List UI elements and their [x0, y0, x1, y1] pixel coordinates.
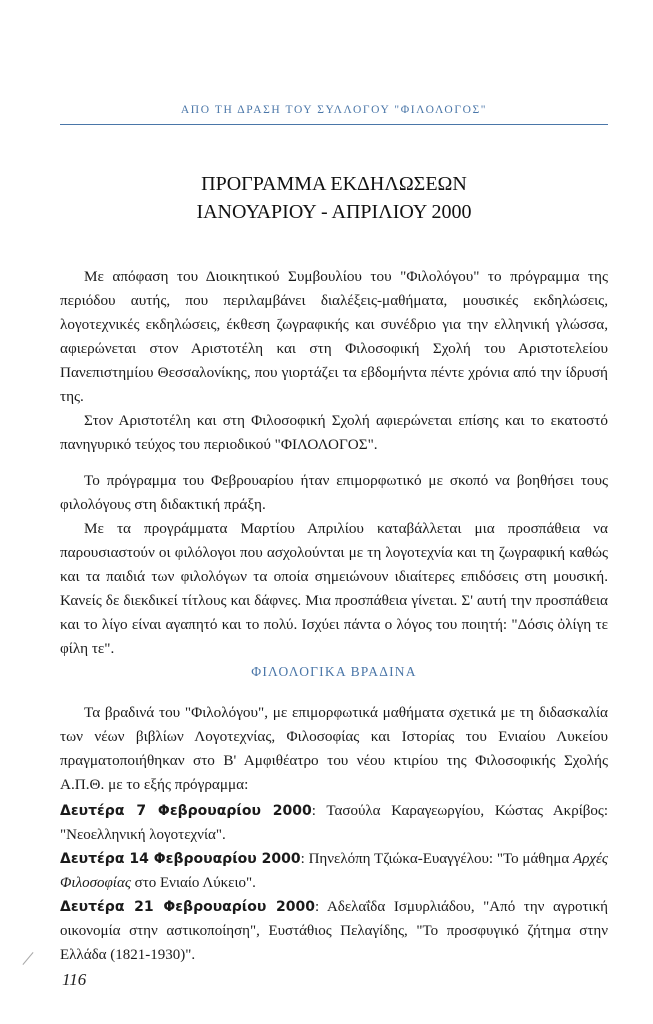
- schedule-list: [60, 799, 608, 967]
- paragraph-2: Στον Αριστοτέλη και στη Φιλοσοφική Σχολή αφιερώνεται επίσης και το εκατοστό πανηγυρικό τεύχος του περιοδικού "ΦΙΛΟΛΟΓΟΣ".: [60, 412, 608, 453]
- course-title: Αρχές Φιλοσοφίας: [60, 851, 608, 891]
- margin-pencil-mark: [22, 952, 33, 965]
- header-rule: [60, 124, 608, 125]
- paragraph-1: Με απόφαση του Διοικητικού Συμβουλίου του "Φιλολόγου" το πρόγραμμα της περιόδου αυτής, που περιλαμβάνει διαλέξεις-μαθήματα, μουσικές εκδηλώσεις, λογοτεχνικές εκδηλώσεις, έκθεση ζωγραφικής και συνέδριο για την ελληνική γλώσσα, αφιερώνεται στον Αριστοτέλη και στη Φιλοσοφική Σχολή του Αριστοτελείου Πανεπιστημίου Θεσσαλονίκης, που γιορτάζει τα εβδομήντα πέντε χρόνια από την ίδρυσή της.: [60, 268, 608, 405]
- schedule-text: στο Ενιαίο Λύκειο".: [130, 875, 256, 891]
- paragraph-4: Με τα προγράμματα Μαρτίου Απριλίου καταβάλλεται μια προσπάθεια να παρουσιαστούν οι φιλόλογοι που ασχολούνται με τη λογοτεχνία και τη ζωγραφική καθώς και τα παιδιά των φιλολόγων τα οποία σημειώνουν ιδιαίτερες επιδόσεις στη μουσική. Κανείς δε διεκδικεί τίτλους και δάφνες. Μια προσπάθεια γίνεται. Σ' αυτή την προσπάθεια και το λίγο είναι αγαπητό και το πολύ. Ισχύει πάντα ο λόγος του ποιητή: "Δόσις ὀλίγη τε φίλη τε".: [60, 520, 608, 657]
- schedule-text: : Αδελαΐδα Ισμυρλιάδου, "Από την αγροτική οικονομία στην αστικοποίηση", Ευστάθιος Πελαγίδης, "Το προσφυγικό ζήτημα στην Ελλάδα (1821-1930)".: [60, 899, 608, 963]
- schedule-text: : Πηνελόπη Τζιώκα-Ευαγγέλου: "Το μάθημα: [300, 851, 574, 867]
- schedule-date: Δευτέρα 21 Φεβρουαρίου 2000: [60, 899, 316, 915]
- schedule-item: [60, 847, 608, 895]
- section-title: ΦΙΛΟΛΟΓΙΚΑ ΒΡΑΔΙΝΑ: [251, 664, 417, 679]
- schedule-item: [60, 799, 608, 847]
- page-title: [60, 170, 608, 226]
- schedule-text: : Τασούλα Καραγεωργίου, Κώστας Ακρίβος: "Νεοελληνική λογοτεχνία".: [60, 803, 608, 843]
- program-section: [60, 469, 608, 661]
- evenings-intro: [60, 701, 608, 797]
- paragraph-5: Τα βραδινά του "Φιλολόγου", με επιμορφωτικά μαθήματα σχετικά με τη διδασκαλία των νέων βιβλίων Λογοτεχνίας, Φιλοσοφίας και Ιστορίας του Ενιαίου Λυκείου πραγματοποιήθηκαν στο Β' Αμφιθέατρο του νέου κτιρίου της Φιλοσοφικής Σχολής Α.Π.Θ. με το εξής πρόγραμμα:: [60, 704, 608, 793]
- page-number: 116: [62, 970, 87, 989]
- schedule-date: Δευτέρα 14 Φεβρουαρίου 2000: [60, 851, 301, 867]
- schedule-item: [60, 895, 608, 967]
- title-line-1: ΠΡΟΓΡΑΜΜΑ ΕΚΔΗΛΩΣΕΩΝ: [201, 173, 467, 195]
- intro-section: [60, 265, 608, 457]
- title-line-2: ΙΑΝΟΥΑΡΙΟΥ - ΑΠΡΙΛΙΟΥ 2000: [196, 201, 472, 223]
- running-head: ΑΠΟ ΤΗ ΔΡΑΣΗ ΤΟΥ ΣΥΛΛΟΓΟΥ "ΦΙΛΟΛΟΓΟΣ": [180, 104, 488, 116]
- paragraph-3: Το πρόγραμμα του Φεβρουαρίου ήταν επιμορφωτικό με σκοπό να βοηθήσει τους φιλολόγους στη διδακτική πράξη.: [60, 472, 608, 513]
- schedule-date: Δευτέρα 7 Φεβρουαρίου 2000: [60, 803, 312, 819]
